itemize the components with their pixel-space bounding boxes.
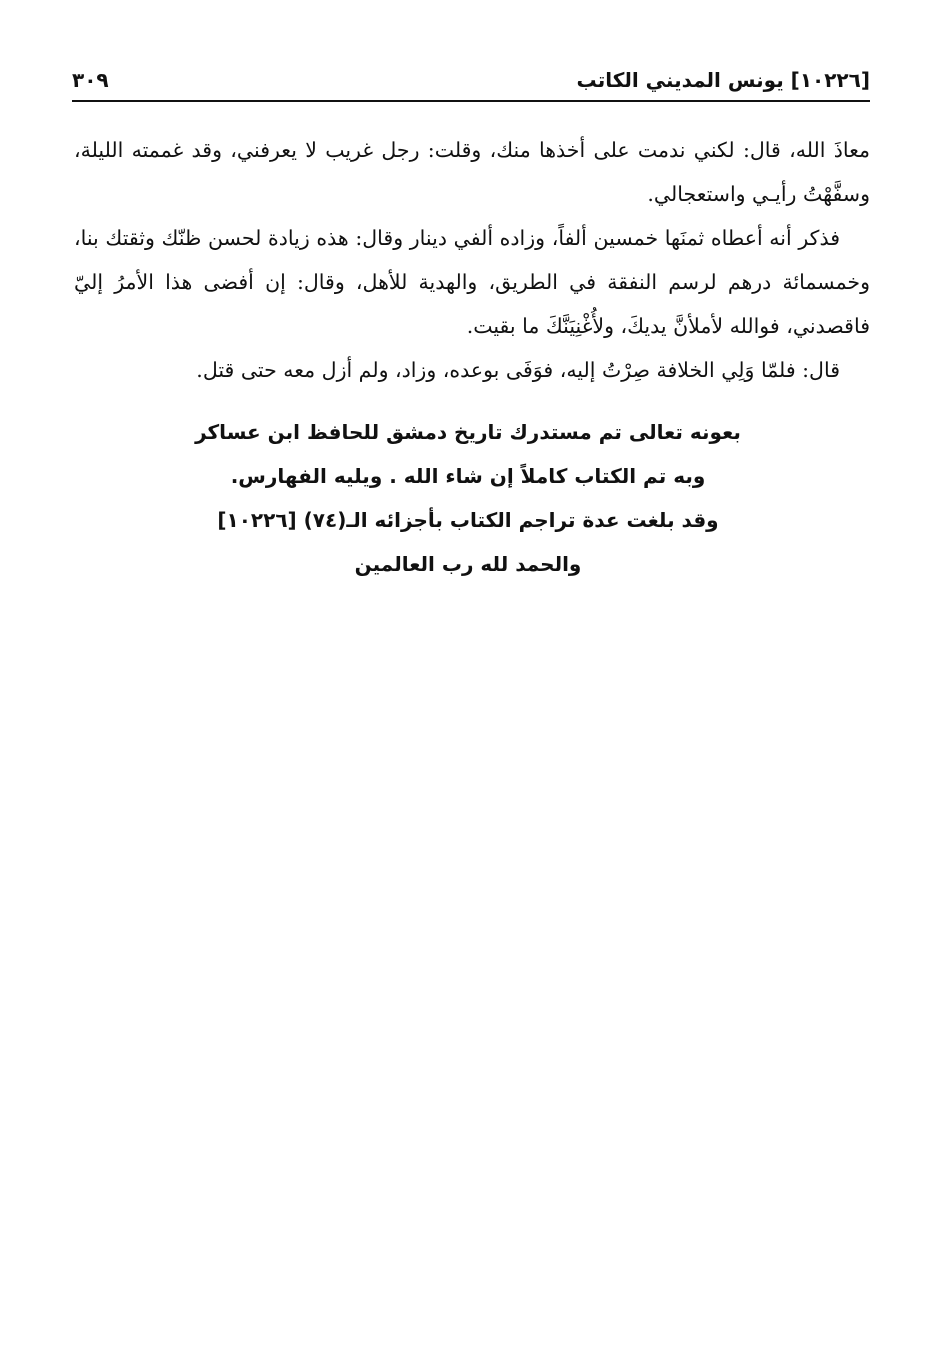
paragraph-1: معاذَ الله، قال: لكني ندمت على أخذها منك، وقلت: رجل غريب لا يعرفني، وقد غممته الليلة، وسفَّهْتُ رأيـي واستعجالي.	[74, 138, 870, 206]
page-number: ٣٠٩	[72, 68, 109, 92]
paragraph-3: قال: فلمّا وَلِي الخلافة صِرْتُ إليه، فوَفَى بوعده، وزاد، ولم أزل معه حتى قتل.	[196, 358, 840, 382]
header-title: [١٠٢٢٦] يونس المديني الكاتب	[576, 68, 870, 92]
colophon-line-1: بعونه تعالى تم مستدرك تاريخ دمشق للحافظ ابن عساكر	[195, 420, 741, 444]
running-header	[72, 62, 870, 98]
header-rule	[72, 100, 870, 102]
colophon-line-3: وقد بلغت عدة تراجم الكتاب بأجزائه الـ(٧٤) [١٠٢٢٦]	[217, 508, 719, 532]
paragraph-2: فذكر أنه أعطاه ثمنَها خمسين ألفاً، وزاده ألفي دينار وقال: هذه زيادة لحسن ظنّك وثقتك بنا، وخمسمائة درهم لرسم النفقة في الطريق، والهدية للأهل، وقال: إن أفضى هذا الأمرُ إليّ فاقصدني، فوالله لأملأنَّ يديكَ، ولأُغْنِيَنَّكَ ما بقيت.	[74, 226, 870, 338]
colophon-line-2: وبه تم الكتاب كاملاً إن شاء الله . ويليه الفهارس.	[230, 464, 706, 488]
colophon	[120, 410, 816, 586]
colophon-line-4: والحمد لله رب العالمين	[354, 552, 582, 576]
body-text	[74, 128, 870, 392]
